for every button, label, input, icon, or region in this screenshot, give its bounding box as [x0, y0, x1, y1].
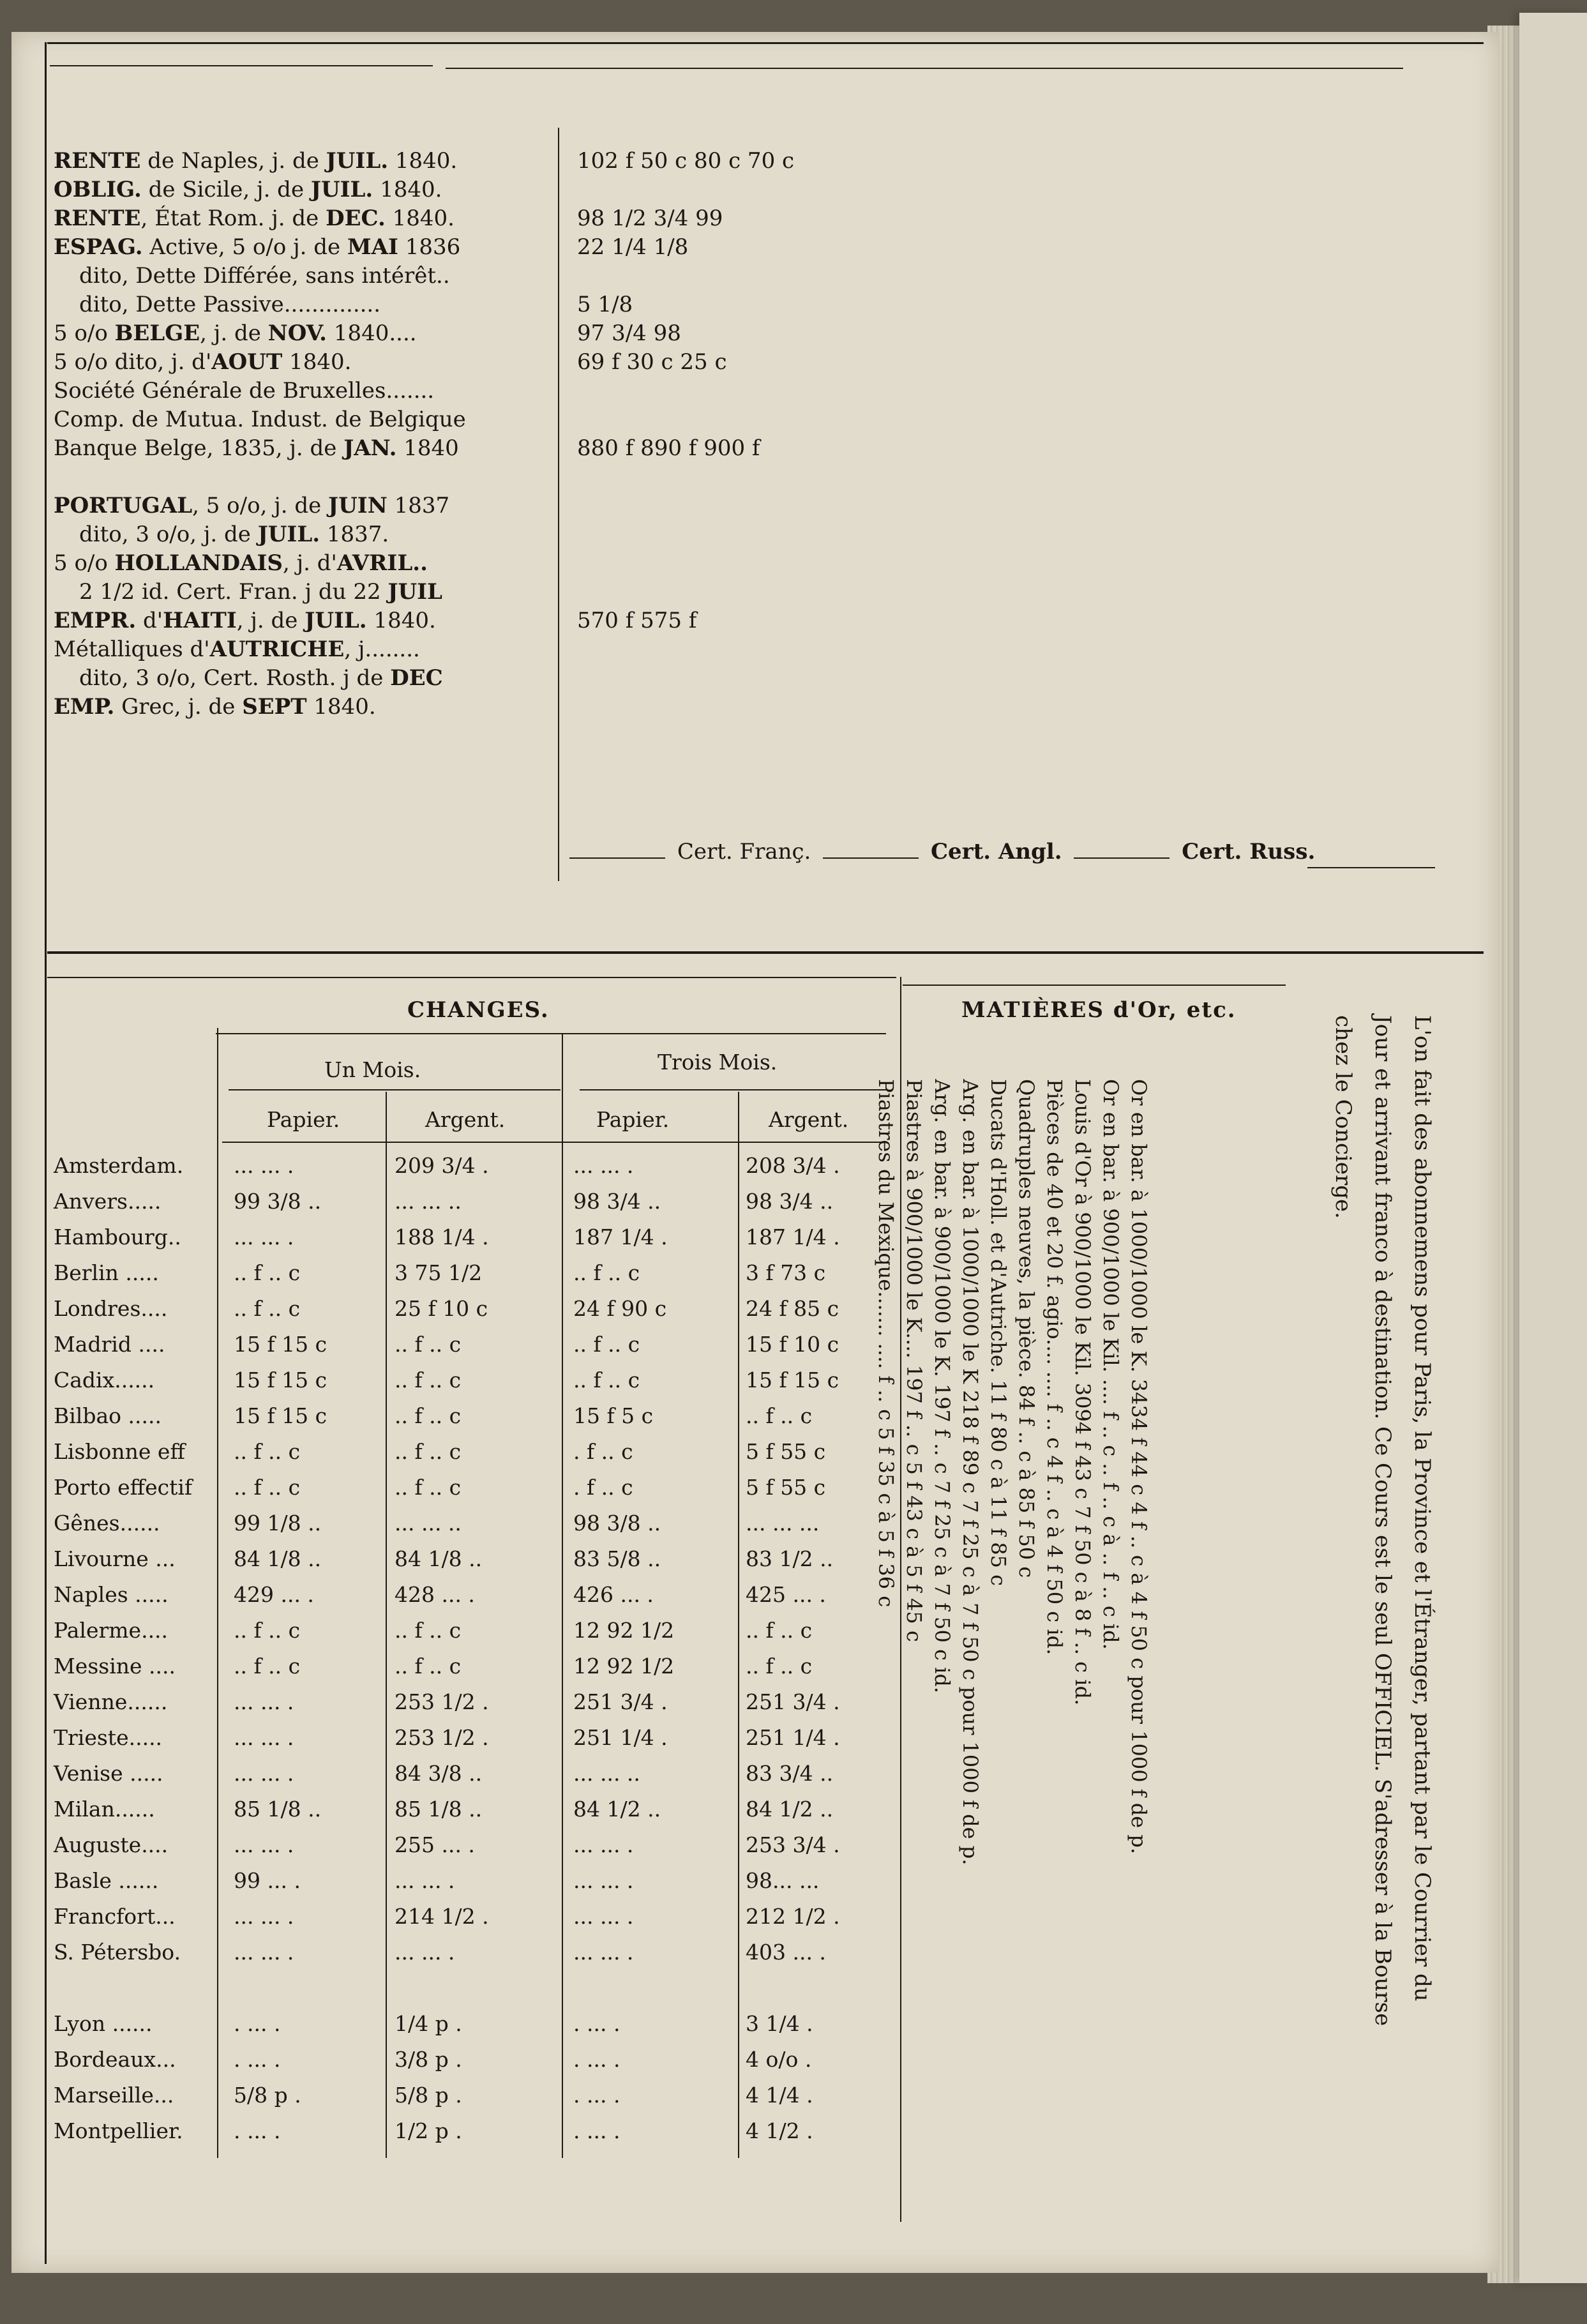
change-cell-um-p: . ... .	[234, 2118, 281, 2143]
change-cell-tm-a: 251 1/4 .	[746, 1725, 840, 1750]
change-cell-um-p: ... ... .	[234, 1153, 294, 1178]
change-cell-tm-a: 208 3/4 .	[746, 1153, 840, 1178]
change-cell-tm-a: 83 1/2 ..	[746, 1546, 834, 1571]
change-cell-tm-a: .. f .. c	[746, 1654, 813, 1679]
left-border-rule	[45, 42, 47, 2264]
change-cell-um-a: .. f .. c	[395, 1654, 462, 1679]
change-cell-um-p: 99 ... .	[234, 1868, 301, 1893]
top-right-rule	[446, 68, 1403, 69]
matiere-row: Ducats d'Holl. et d'Autriche. 11 f 80 c à 11 f 85 c	[986, 1079, 1011, 1587]
rente-label: RENTE, État Rom. j. de DEC. 1840.	[54, 206, 455, 231]
change-cell-tm-a: 425 ... .	[746, 1582, 826, 1607]
change-city: Basle ......	[54, 1868, 159, 1893]
change-cell-tm-p: .. f .. c	[573, 1332, 640, 1357]
change-city: Trieste.....	[54, 1725, 163, 1750]
facing-page-edge	[1519, 13, 1587, 2283]
change-cell-um-p: 5/8 p .	[234, 2083, 301, 2108]
change-cell-um-p: ... ... .	[234, 1904, 294, 1929]
change-cell-tm-p: ... ... .	[573, 1832, 634, 1857]
change-cell-um-a: 84 1/8 ..	[395, 1546, 483, 1571]
change-cell-tm-a: 212 1/2 .	[746, 1904, 840, 1929]
change-cell-um-a: 209 3/4 .	[395, 1153, 489, 1178]
change-city: Auguste....	[54, 1832, 169, 1857]
change-cell-tm-a: ... ... ...	[746, 1511, 820, 1535]
change-cell-um-a: 5/8 p .	[395, 2083, 462, 2108]
change-cell-um-p: .. f .. c	[234, 1439, 301, 1464]
change-city: Anvers.....	[54, 1189, 162, 1214]
rente-label: dito, Dette Passive..............	[79, 292, 381, 317]
change-cell-um-p: . ... .	[234, 2047, 281, 2072]
change-cell-tm-p: 98 3/4 ..	[573, 1189, 661, 1214]
change-cell-tm-p: . ... .	[573, 2047, 621, 2072]
rente-label: EMPR. d'HAITI, j. de JUIL. 1840.	[54, 608, 436, 633]
change-cell-um-a: ... ... ..	[395, 1189, 462, 1214]
change-cell-tm-a: 251 3/4 .	[746, 1689, 840, 1714]
rente-value: 97 3/4 98	[577, 321, 681, 346]
change-cell-um-a: 253 1/2 .	[395, 1725, 489, 1750]
cert-blank-1	[569, 857, 665, 859]
change-cell-um-p: .. f .. c	[234, 1618, 301, 1643]
rente-label: dito, Dette Différée, sans intérêt..	[79, 263, 450, 289]
change-cell-um-p: .. f .. c	[234, 1475, 301, 1500]
change-cell-um-p: ... ... .	[234, 1225, 294, 1249]
change-cell-tm-a: 84 1/2 ..	[746, 1797, 834, 1822]
change-cell-tm-a: 98 3/4 ..	[746, 1189, 834, 1214]
change-city: Berlin .....	[54, 1260, 159, 1285]
change-city: Porto effectif	[54, 1475, 193, 1500]
change-cell-tm-a: .. f .. c	[746, 1618, 813, 1643]
rente-value: 102 f 50 c 80 c 70 c	[577, 148, 795, 174]
table-vline-3	[562, 1034, 563, 2158]
changes-title-rule	[216, 1033, 886, 1034]
change-cell-tm-p: 426 ... .	[573, 1582, 654, 1607]
cert-underline	[1307, 867, 1435, 868]
un-mois-rule	[229, 1089, 560, 1090]
rente-value: 570 f 575 f	[577, 608, 697, 633]
change-cell-tm-a: 4 1/4 .	[746, 2083, 813, 2108]
change-cell-tm-a: 15 f 10 c	[746, 1332, 839, 1357]
change-cell-um-p: .. f .. c	[234, 1260, 301, 1285]
change-city: Vienne......	[54, 1689, 168, 1714]
tm-argent-header: Argent.	[769, 1107, 849, 1132]
change-cell-tm-p: 251 1/4 .	[573, 1725, 668, 1750]
cert-francais: Cert. Franç.	[677, 839, 811, 864]
change-cell-um-p: ... ... .	[234, 1725, 294, 1750]
um-argent-header: Argent.	[425, 1107, 506, 1132]
rente-label: Banque Belge, 1835, j. de JAN. 1840	[54, 435, 459, 461]
rente-label: Métalliques d'AUTRICHE, j........	[54, 637, 420, 662]
rente-value: 22 1/4 1/8	[577, 234, 689, 260]
change-city: Palerme....	[54, 1618, 169, 1643]
change-cell-tm-p: 83 5/8 ..	[573, 1546, 661, 1571]
change-cell-um-p: 85 1/8 ..	[234, 1797, 322, 1822]
change-cell-tm-p: ... ... ..	[573, 1761, 640, 1786]
change-cell-um-a: .. f .. c	[395, 1332, 462, 1357]
change-cell-tm-a: 83 3/4 ..	[746, 1761, 834, 1786]
change-city: Cadix......	[54, 1368, 155, 1392]
change-city: S. Pétersbo.	[54, 1940, 181, 1965]
change-cell-tm-a: 4 o/o .	[746, 2047, 812, 2072]
table-vline-1	[217, 1028, 218, 2158]
change-cell-um-a: 1/4 p .	[395, 2011, 462, 2036]
change-cell-um-p: 84 1/8 ..	[234, 1546, 322, 1571]
change-cell-tm-p: .. f .. c	[573, 1260, 640, 1285]
column-divider-rule	[558, 128, 559, 881]
change-cell-tm-a: 98... ...	[746, 1868, 820, 1893]
change-city: Hambourg..	[54, 1225, 181, 1249]
trois-mois-header: Trois Mois.	[658, 1050, 778, 1075]
change-cell-um-a: 3/8 p .	[395, 2047, 462, 2072]
change-cell-um-a: .. f .. c	[395, 1618, 462, 1643]
change-city: Bordeaux...	[54, 2047, 176, 2072]
change-cell-tm-a: 5 f 55 c	[746, 1439, 826, 1464]
change-cell-um-p: . ... .	[234, 2011, 281, 2036]
change-city: Messine ....	[54, 1654, 176, 1679]
rente-value: 5 1/8	[577, 292, 633, 317]
subscription-note-line: chez le Concierge.	[1330, 1015, 1356, 1219]
change-city: Francfort...	[54, 1904, 176, 1929]
change-cell-tm-a: .. f .. c	[746, 1403, 813, 1428]
change-city: Madrid ....	[54, 1332, 165, 1357]
change-cell-um-a: 428 ... .	[395, 1582, 475, 1607]
rente-label: ESPAG. Active, 5 o/o j. de MAI 1836	[54, 234, 461, 260]
col-header-rule	[222, 1142, 886, 1143]
change-cell-tm-p: ... ... .	[573, 1868, 634, 1893]
matiere-row: Piastres du Mexique....... .... f .. c 5 f 35 c à 5 f 36 c	[874, 1079, 898, 1608]
change-cell-tm-a: 24 f 85 c	[746, 1296, 839, 1321]
rente-label: RENTE de Naples, j. de JUIL. 1840.	[54, 148, 458, 174]
change-city: Gênes......	[54, 1511, 160, 1535]
change-cell-tm-a: 3 f 73 c	[746, 1260, 826, 1285]
table-vline-2	[386, 1092, 387, 2158]
change-cell-um-p: 99 1/8 ..	[234, 1511, 322, 1535]
change-cell-tm-a: 15 f 15 c	[746, 1368, 839, 1392]
change-cell-um-a: .. f .. c	[395, 1475, 462, 1500]
matiere-row: Quadruples neuves, la pièce. 84 f .. c à 85 f 50 c	[1014, 1079, 1039, 1578]
change-cell-tm-p: 84 1/2 ..	[573, 1797, 661, 1822]
change-cell-tm-p: .. f .. c	[573, 1368, 640, 1392]
change-cell-um-p: 15 f 15 c	[234, 1332, 327, 1357]
matieres-top-rule	[903, 985, 1286, 986]
change-cell-tm-a: 5 f 55 c	[746, 1475, 826, 1500]
rente-label: Comp. de Mutua. Indust. de Belgique	[54, 407, 466, 432]
matiere-row: Piastres à 900/1000 le K.... 197 f .. c 5 f 43 c à 5 f 45 c	[902, 1079, 926, 1642]
change-cell-um-p: ... ... .	[234, 1689, 294, 1714]
change-cell-um-p: .. f .. c	[234, 1296, 301, 1321]
change-cell-um-a: 25 f 10 c	[395, 1296, 488, 1321]
change-cell-um-a: 253 1/2 .	[395, 1689, 489, 1714]
rente-label: OBLIG. de Sicile, j. de JUIL. 1840.	[54, 177, 442, 202]
changes-title: CHANGES.	[407, 997, 550, 1023]
change-cell-um-a: .. f .. c	[395, 1368, 462, 1392]
rente-label: EMP. Grec, j. de SEPT 1840.	[54, 694, 376, 720]
change-cell-tm-p: ... ... .	[573, 1904, 634, 1929]
change-city: Milan......	[54, 1797, 155, 1822]
rente-label: 5 o/o dito, j. d'AOUT 1840.	[54, 349, 352, 375]
change-city: Bilbao .....	[54, 1403, 162, 1428]
change-city: Amsterdam.	[54, 1153, 184, 1178]
change-cell-um-p: ... ... .	[234, 1761, 294, 1786]
change-cell-tm-p: 24 f 90 c	[573, 1296, 667, 1321]
un-mois-header: Un Mois.	[324, 1057, 421, 1082]
change-cell-um-a: ... ... .	[395, 1940, 455, 1965]
rente-label: dito, 3 o/o, Cert. Rosth. j de DEC	[79, 665, 443, 691]
change-cell-tm-a: 403 ... .	[746, 1940, 826, 1965]
document-page	[11, 32, 1499, 2273]
cert-russe: Cert. Russ.	[1182, 839, 1316, 864]
change-cell-tm-p: 12 92 1/2	[573, 1618, 675, 1643]
change-cell-tm-p: . f .. c	[573, 1439, 633, 1464]
change-city: Lyon ......	[54, 2011, 153, 2036]
change-cell-um-p: 15 f 15 c	[234, 1403, 327, 1428]
change-cell-tm-p: 187 1/4 .	[573, 1225, 668, 1249]
change-cell-tm-p: 12 92 1/2	[573, 1654, 675, 1679]
change-cell-um-a: 255 ... .	[395, 1832, 475, 1857]
change-cell-um-a: 188 1/4 .	[395, 1225, 489, 1249]
change-cell-um-p: .. f .. c	[234, 1654, 301, 1679]
section-separator-2	[47, 977, 896, 978]
section-separator	[47, 951, 1484, 954]
change-cell-um-a: 85 1/8 ..	[395, 1797, 483, 1822]
tm-papier-header: Papier.	[596, 1107, 670, 1132]
cert-anglais: Cert. Angl.	[930, 839, 1062, 864]
change-cell-tm-p: ... ... .	[573, 1153, 634, 1178]
um-papier-header: Papier.	[267, 1107, 340, 1132]
rente-value: 69 f 30 c 25 c	[577, 349, 727, 375]
trois-mois-rule	[580, 1089, 886, 1090]
change-cell-tm-a: 187 1/4 .	[746, 1225, 840, 1249]
change-cell-um-a: .. f .. c	[395, 1439, 462, 1464]
rente-value: 880 f 890 f 900 f	[577, 435, 760, 461]
rente-label: Société Générale de Bruxelles.......	[54, 378, 435, 404]
change-city: Marseille...	[54, 2083, 174, 2108]
change-cell-tm-p: 98 3/8 ..	[573, 1511, 661, 1535]
matiere-row: Louis d'Or à 900/1000 le Kil. 3094 f 43 c 7 f 50 c à 8 f .. c id.	[1071, 1079, 1095, 1706]
change-cell-um-p: ... ... .	[234, 1832, 294, 1857]
change-cell-um-p: ... ... .	[234, 1940, 294, 1965]
change-cell-um-a: ... ... .	[395, 1868, 455, 1893]
matiere-row: Or en bar. à 900/1000 le Kil. .... f .. c .. f .. c à .. f .. c id.	[1099, 1079, 1123, 1650]
change-cell-um-a: ... ... ..	[395, 1511, 462, 1535]
change-city: Venise .....	[54, 1761, 163, 1786]
change-cell-tm-a: 3 1/4 .	[746, 2011, 813, 2036]
matiere-row: Arg. en bar. à 900/1000 le K. 197 f .. c 7 f 25 c à 7 f 50 c id.	[930, 1079, 954, 1694]
rente-label: 5 o/o HOLLANDAIS, j. d'AVRIL..	[54, 550, 428, 576]
top-left-rule	[50, 65, 433, 66]
change-cell-um-a: 1/2 p .	[395, 2118, 462, 2143]
change-cell-tm-p: . f .. c	[573, 1475, 633, 1500]
change-cell-tm-p: . ... .	[573, 2011, 621, 2036]
change-city: Livourne ...	[54, 1546, 176, 1571]
change-cell-tm-a: 4 1/2 .	[746, 2118, 813, 2143]
change-cell-um-p: 99 3/8 ..	[234, 1189, 322, 1214]
change-city: Londres....	[54, 1296, 168, 1321]
cert-blank-3	[1074, 857, 1170, 859]
matieres-heading: MATIÈRES d'Or, etc.	[961, 997, 1237, 1023]
change-cell-um-p: 429 ... .	[234, 1582, 314, 1607]
change-cell-tm-a: 253 3/4 .	[746, 1832, 840, 1857]
change-cell-um-a: 214 1/2 .	[395, 1904, 489, 1929]
rente-label: 5 o/o BELGE, j. de NOV. 1840....	[54, 321, 417, 346]
rente-label: dito, 3 o/o, j. de JUIL. 1837.	[79, 522, 389, 547]
change-cell-tm-p: 251 3/4 .	[573, 1689, 668, 1714]
matiere-row: Arg. en bar. à 1000/1000 le K 218 f 89 c 7 f 25 c à 7 f 50 c pour 1000 f de p.	[958, 1079, 982, 1866]
subscription-note-line: Jour et arrivant franco à destination. Ce Cours est le seul OFFICIEL. S'adresser à la Bourse	[1370, 1015, 1395, 2026]
change-cell-tm-p: . ... .	[573, 2118, 621, 2143]
matiere-row: Or en bar. à 1000/1000 le K. 3434 f 44 c 4 f .. c à 4 f 50 c pour 1000 f de p.	[1127, 1079, 1151, 1855]
matiere-row: Pièces de 40 et 20 f. agio.... .... f .. c 4 f .. c à 4 f 50 c id.	[1042, 1079, 1067, 1656]
top-rule	[47, 42, 1484, 44]
table-vline-4	[738, 1092, 739, 2158]
change-city: Montpellier.	[54, 2118, 183, 2143]
change-city: Lisbonne eff	[54, 1439, 185, 1464]
change-city: Naples .....	[54, 1582, 169, 1607]
change-cell-um-a: 84 3/8 ..	[395, 1761, 483, 1786]
matieres-section	[874, 1015, 1461, 2324]
rente-label: 2 1/2 id. Cert. Fran. j du 22 JUIL	[79, 579, 442, 605]
certificates-line	[564, 838, 1315, 866]
change-cell-um-p: 15 f 15 c	[234, 1368, 327, 1392]
change-cell-tm-p: 15 f 5 c	[573, 1403, 654, 1428]
cert-blank-2	[823, 857, 919, 859]
change-cell-um-a: .. f .. c	[395, 1403, 462, 1428]
change-cell-tm-p: . ... .	[573, 2083, 621, 2108]
change-cell-tm-p: ... ... .	[573, 1940, 634, 1965]
rente-label: PORTUGAL, 5 o/o, j. de JUIN 1837	[54, 493, 450, 518]
subscription-note-line: L'on fait des abonnemens pour Paris, la Province et l'Étranger, partant par le Courrier du	[1410, 1015, 1435, 2002]
rente-value: 98 1/2 3/4 99	[577, 206, 723, 231]
change-cell-um-a: 3 75 1/2	[395, 1260, 483, 1285]
